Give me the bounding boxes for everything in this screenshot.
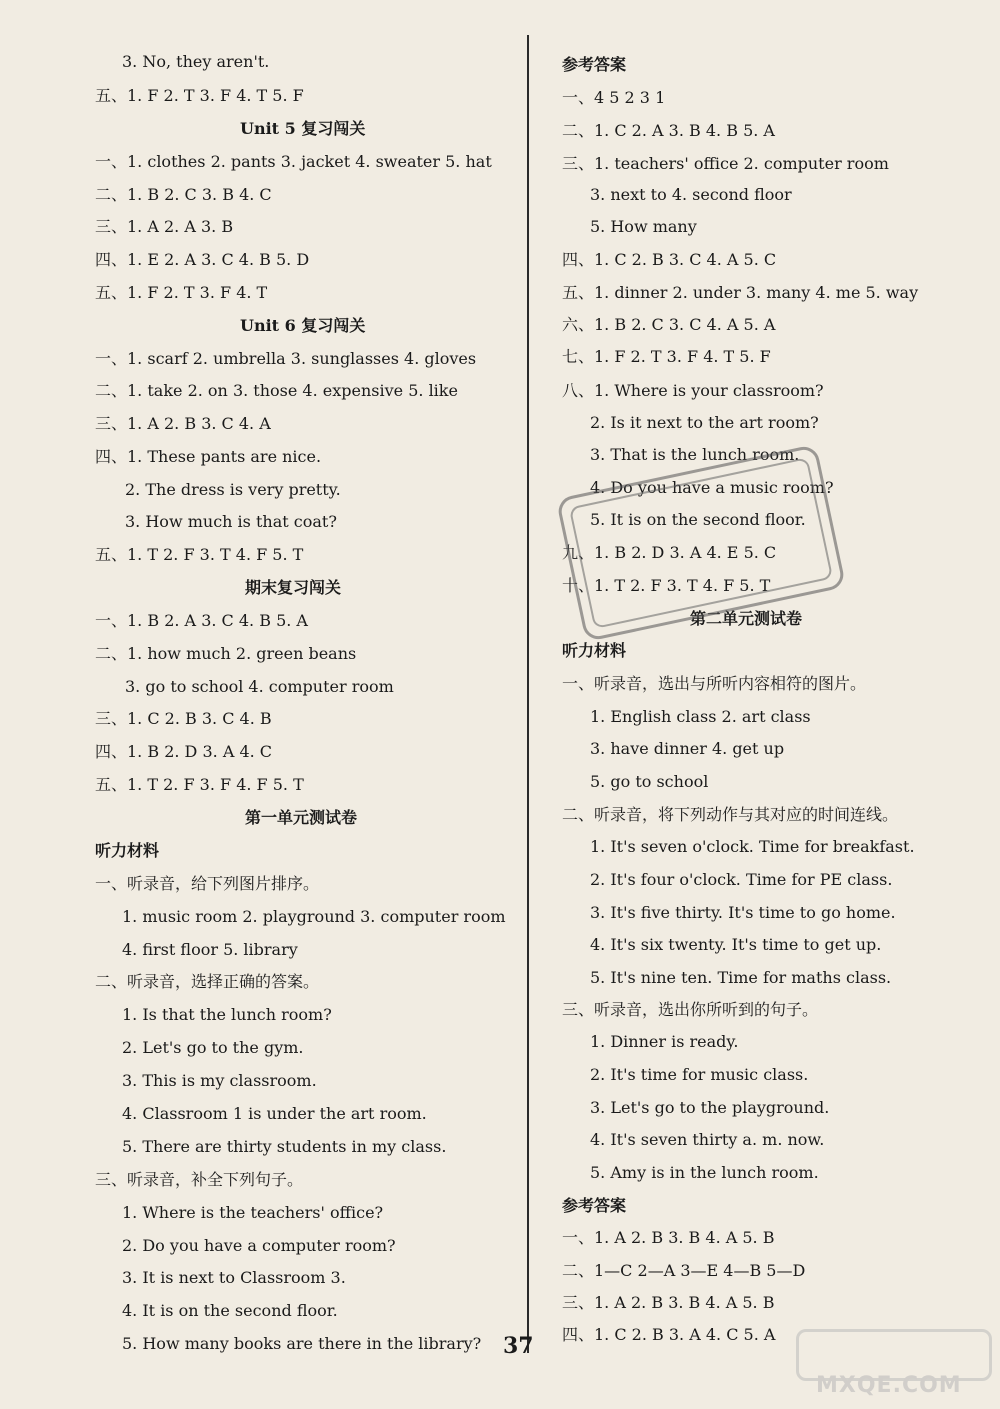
answer-line: 3. How much is that coat? [125,512,337,531]
text-line: 1. music room 2. playground 3. computer room [122,907,506,926]
answer-line: 四、1. These pants are nice. [95,447,322,466]
answer-line: 四、1. C 2. B 3. C 4. A 5. C [562,250,777,269]
answer-line: 5. It is on the second floor. [590,510,806,529]
instruction-line: 二、听录音，选择正确的答案。 [95,972,320,991]
text-line: 1. Where is the teachers' office? [122,1203,384,1222]
section-heading-test2: 第二单元测试卷 [690,609,803,628]
answer-line: 一、1. scarf 2. umbrella 3. sunglasses 4. gloves [95,349,477,368]
text-line: 2. Let's go to the gym. [122,1038,304,1057]
text-line: 1. Is that the lunch room? [122,1005,332,1024]
answer-line: 五、1. F 2. T 3. F 4. T 5. F [95,86,304,105]
page-number: 37 [503,1333,534,1359]
answer-line: 3. next to 4. second floor [590,185,792,204]
instruction-line: 三、听录音，补全下列句子。 [95,1170,304,1189]
subheading-answers: 参考答案 [562,55,627,74]
text-line: 1. It's seven o'clock. Time for breakfast. [590,837,915,856]
instruction-line: 三、听录音，选出你所听到的句子。 [562,1000,819,1019]
answer-line: 七、1. F 2. T 3. F 4. T 5. F [562,347,771,366]
section-heading-final: 期末复习闯关 [245,578,342,597]
subheading-listening: 听力材料 [95,841,160,860]
answer-line: 四、1. B 2. D 3. A 4. C [95,742,273,761]
column-divider [527,35,529,1353]
subheading-answers: 参考答案 [562,1196,627,1215]
text-line: 1. English class 2. art class [590,707,811,726]
section-heading-unit6: Unit 6 复习闯关 [240,316,366,335]
text-line: 1. Dinner is ready. [590,1032,739,1051]
text-line: 5. How many books are there in the library? [122,1334,482,1353]
text-line: 4. It's six twenty. It's time to get up. [590,935,882,954]
answer-line: 三、1. A 2. B 3. B 4. A 5. B [562,1293,775,1312]
answer-line: 二、1—C 2—A 3—E 4—B 5—D [562,1261,806,1280]
answer-line: 3. go to school 4. computer room [125,677,394,696]
watermark-text: MXQE.COM [816,1373,962,1398]
watermark [796,1329,986,1399]
text-line: 5. go to school [590,772,709,791]
answer-line: 四、1. E 2. A 3. C 4. B 5. D [95,250,310,269]
answer-line: 2. The dress is very pretty. [125,480,341,499]
answer-line: 一、4 5 2 3 1 [562,88,666,107]
answer-line: 六、1. B 2. C 3. C 4. A 5. A [562,315,776,334]
text-line: 3. It is next to Classroom 3. [122,1268,346,1287]
text-line: 5. It's nine ten. Time for maths class. [590,968,892,987]
instruction-line: 一、听录音，给下列图片排序。 [95,874,320,893]
instruction-line: 二、听录音，将下列动作与其对应的时间连线。 [562,805,899,824]
answer-line: 八、1. Where is your classroom? [562,381,824,400]
answer-line: 十、1. T 2. F 3. T 4. F 5. T [562,576,771,595]
answer-line: 三、1. A 2. B 3. C 4. A [95,414,271,433]
text-line: 3. have dinner 4. get up [590,739,785,758]
text-line: 4. Classroom 1 is under the art room. [122,1104,427,1123]
answer-line: 3. That is the lunch room. [590,445,800,464]
text-line: 5. Amy is in the lunch room. [590,1163,819,1182]
answer-line: 三、1. C 2. B 3. C 4. B [95,709,272,728]
answer-line: 九、1. B 2. D 3. A 4. E 5. C [562,543,777,562]
answer-line: 五、1. T 2. F 3. F 4. F 5. T [95,775,304,794]
text-line: 4. It's seven thirty a. m. now. [590,1130,825,1149]
answer-line: 二、1. B 2. C 3. B 4. C [95,185,272,204]
section-heading-unit5: Unit 5 复习闯关 [240,119,366,138]
answer-line: 五、1. dinner 2. under 3. many 4. me 5. way [562,283,919,302]
section-heading-test1: 第一单元测试卷 [245,808,358,827]
text-line: 4. first floor 5. library [122,940,298,959]
text-line: 5. There are thirty students in my class. [122,1137,447,1156]
subheading-listening: 听力材料 [562,641,627,660]
answer-line: 一、1. B 2. A 3. C 4. B 5. A [95,611,308,630]
answer-line: 一、1. clothes 2. pants 3. jacket 4. sweater 5. hat [95,152,492,171]
answer-line: 4. Do you have a music room? [590,478,834,497]
answer-line: 5. How many [590,217,697,236]
text-line: 2. Do you have a computer room? [122,1236,396,1255]
text-line: 3. This is my classroom. [122,1071,317,1090]
answer-line: 五、1. T 2. F 3. T 4. F 5. T [95,545,304,564]
answer-line: 2. Is it next to the art room? [590,413,819,432]
text-line: 3. No, they aren't. [122,52,270,71]
answer-line: 五、1. F 2. T 3. F 4. T [95,283,268,302]
text-line: 2. It's time for music class. [590,1065,809,1084]
text-line: 2. It's four o'clock. Time for PE class. [590,870,893,889]
text-line: 4. It is on the second floor. [122,1301,338,1320]
answer-line: 二、1. C 2. A 3. B 4. B 5. A [562,121,775,140]
answer-line: 一、1. A 2. B 3. B 4. A 5. B [562,1228,775,1247]
answer-line: 三、1. teachers' office 2. computer room [562,154,889,173]
text-line: 3. Let's go to the playground. [590,1098,830,1117]
answer-line: 二、1. take 2. on 3. those 4. expensive 5. like [95,381,458,400]
text-line: 3. It's five thirty. It's time to go home. [590,903,896,922]
instruction-line: 一、听录音，选出与所听内容相符的图片。 [562,674,867,693]
answer-line: 二、1. how much 2. green beans [95,644,357,663]
answer-line: 三、1. A 2. A 3. B [95,217,234,236]
answer-line: 四、1. C 2. B 3. A 4. C 5. A [562,1325,776,1344]
